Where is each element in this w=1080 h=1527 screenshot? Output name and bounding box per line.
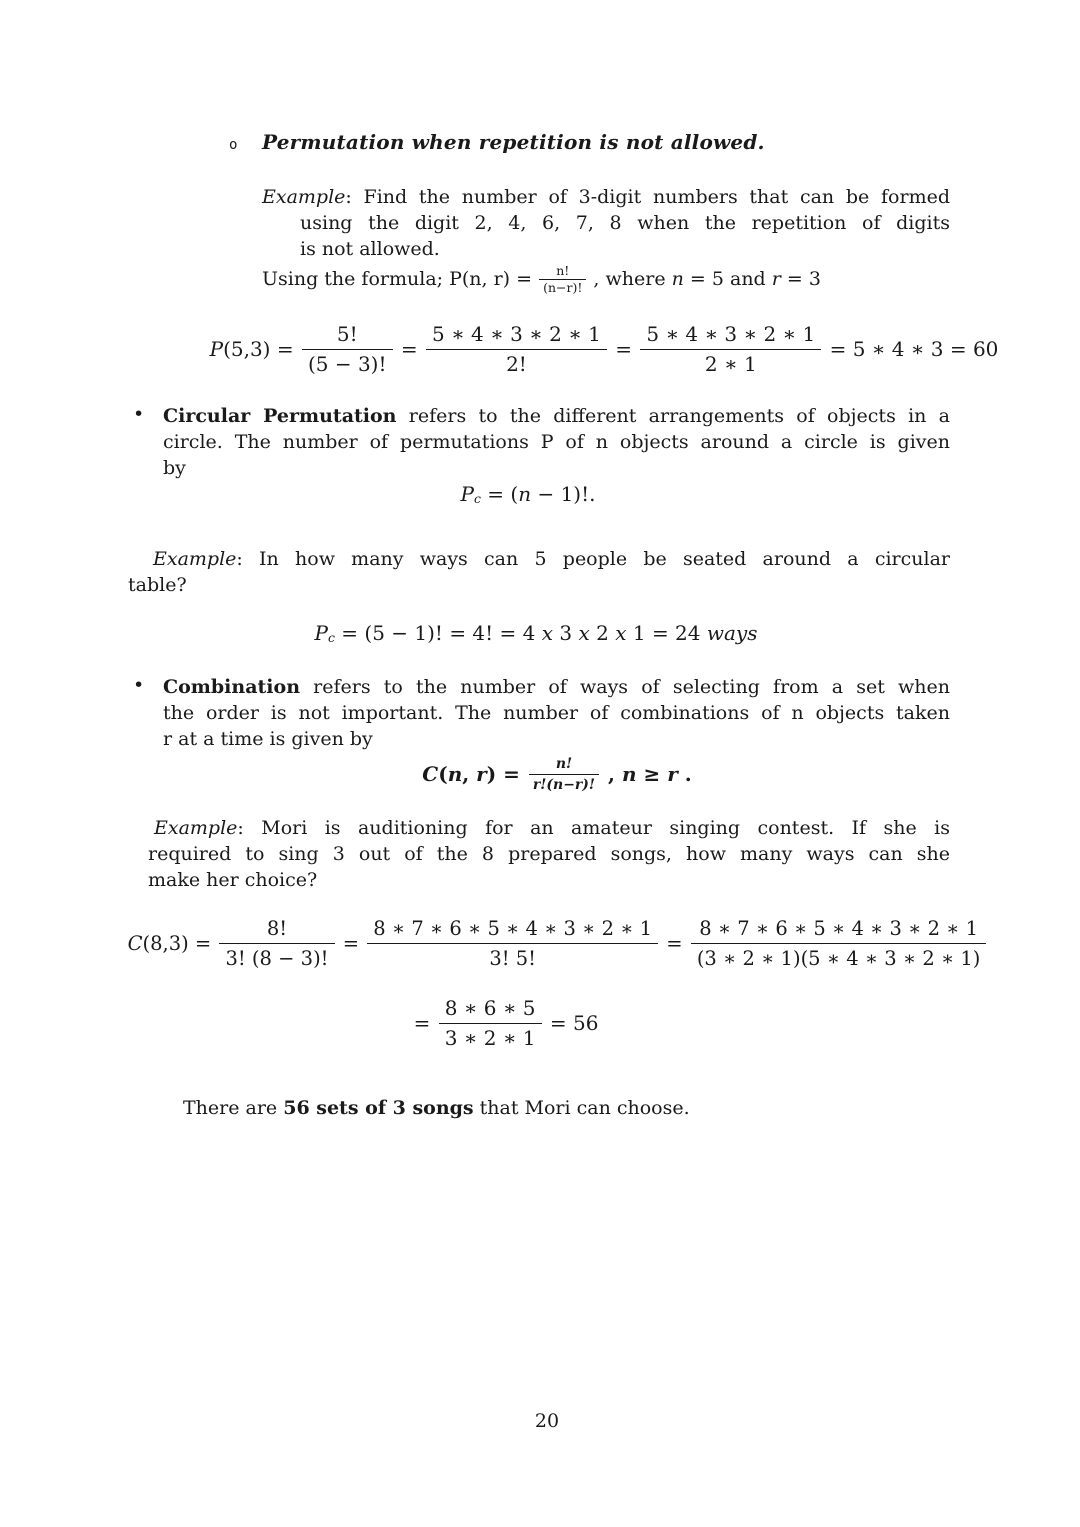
- text-run: x: [578, 621, 590, 645]
- text-run: There are: [183, 1097, 284, 1119]
- text-run: n: [447, 762, 463, 786]
- text-run: ≥: [636, 762, 668, 786]
- text-run: : Mori is auditioning for an amateur singing contest. If she is: [237, 817, 950, 839]
- text-run: = (5 − 1)! = 4! = 4: [334, 621, 542, 645]
- fraction: [691, 917, 987, 970]
- example1-paragraph: [262, 184, 950, 262]
- fraction-denominator: (5 − 3)!: [302, 349, 393, 376]
- text-run: − 1)!.: [531, 482, 596, 506]
- paragraph-line: [148, 815, 950, 841]
- text-run: C: [422, 762, 439, 786]
- fraction: [367, 917, 658, 970]
- text-run: Using the formula; P(n, r) =: [262, 268, 539, 290]
- fraction-numerator: 5!: [336, 321, 358, 346]
- text-run: = 3: [780, 268, 821, 290]
- text-run: (5,3) =: [223, 337, 300, 361]
- text-run: Example: [154, 817, 238, 839]
- fraction-denominator: (3 ∗ 2 ∗ 1)(5 ∗ 4 ∗ 3 ∗ 2 ∗ 1): [691, 943, 987, 970]
- page-number: 20: [534, 1410, 560, 1432]
- text-run: r: [667, 762, 678, 786]
- text-run: : Find the number of 3-digit numbers that can be formed: [345, 186, 950, 208]
- text-run: Example: [153, 548, 237, 570]
- text-run: 1 = 24: [626, 621, 707, 645]
- section-heading: Permutation when repetition is not allowed.: [262, 130, 765, 154]
- text-run: r at a time is given by: [163, 728, 373, 750]
- paragraph-line: [148, 841, 950, 867]
- paragraph-line: [163, 403, 950, 429]
- text-run: = 56: [543, 1011, 599, 1035]
- paragraph-line: [262, 184, 950, 210]
- text-run: : In how many ways can 5 people be seated around a circular: [236, 548, 950, 570]
- equation-c83-continued: [0, 994, 1012, 1052]
- text-run: .: [677, 762, 692, 786]
- conclusion-line: [183, 1097, 690, 1119]
- text-run: n: [671, 268, 684, 290]
- fraction-numerator: 8 ∗ 7 ∗ 6 ∗ 5 ∗ 4 ∗ 3 ∗ 2 ∗ 1: [373, 916, 653, 940]
- fraction-numerator: 5 ∗ 4 ∗ 3 ∗ 2 ∗ 1: [646, 321, 816, 346]
- text-run: Example: [262, 186, 346, 208]
- text-run: =: [394, 337, 425, 361]
- text-run: refers to the number of ways of selecting from a set when: [300, 676, 950, 698]
- text-run: using the digit 2, 4, 6, 7, 8 when the repetition of digits: [300, 212, 950, 234]
- text-run: C: [127, 931, 143, 955]
- text-run: table?: [128, 574, 187, 596]
- example3-paragraph: [148, 815, 950, 893]
- sub-bullet-circle-marker: o: [229, 137, 238, 153]
- text-run: P: [460, 482, 474, 506]
- text-run: is not allowed.: [300, 238, 440, 260]
- text-run: circle. The number of permutations P of n objects around a circle is given: [163, 431, 950, 453]
- equation-c83: [36, 910, 1080, 976]
- text-run: ,: [601, 762, 622, 786]
- fraction-denominator: 2 ∗ 1: [640, 349, 821, 376]
- example2-paragraph: [128, 546, 950, 598]
- text-run: =: [608, 337, 639, 361]
- text-run: required to sing 3 out of the 8 prepared songs, how many ways can she: [148, 843, 950, 865]
- text-run: n: [621, 762, 637, 786]
- fraction: [539, 264, 586, 295]
- text-run: x: [615, 621, 627, 645]
- equation-pc-definition: [0, 479, 1056, 509]
- text-run: P: [314, 621, 328, 645]
- text-run: =: [413, 1011, 437, 1035]
- paragraph-line: [128, 572, 950, 598]
- paragraph-line: [300, 210, 950, 236]
- fraction-denominator: 3! 5!: [367, 943, 658, 970]
- fraction-denominator: (n−r)!: [539, 279, 586, 295]
- text-run: x: [541, 621, 554, 645]
- equation-pc-solution: [0, 618, 1072, 648]
- fraction-denominator: 3! (8 − 3)!: [219, 943, 334, 970]
- fraction: [640, 323, 821, 376]
- paragraph-line: [148, 867, 950, 893]
- text-run: make her choice?: [148, 869, 318, 891]
- text-run: ) =: [486, 762, 527, 786]
- fraction: [439, 997, 542, 1050]
- text-run: refers to the different arrangements of objects in a: [396, 405, 951, 427]
- text-run: =: [660, 931, 689, 955]
- text-run: n: [518, 482, 532, 506]
- permutation-formula-line: [262, 254, 821, 304]
- fraction-numerator: n!: [556, 262, 570, 278]
- text-run: c: [327, 629, 335, 645]
- text-run: r: [476, 762, 487, 786]
- text-run: 56 sets of 3 songs: [283, 1097, 474, 1119]
- fraction-denominator: r!(n−r)!: [529, 774, 599, 793]
- text-run: P: [209, 337, 224, 361]
- text-run: (: [438, 762, 448, 786]
- equation-cnr-definition: [34, 748, 1080, 800]
- paragraph-line: [128, 546, 950, 572]
- text-run: Circular Permutation: [163, 405, 397, 427]
- circular-permutation-paragraph: [163, 403, 950, 481]
- paragraph-line: [163, 455, 950, 481]
- text-run: c: [473, 490, 481, 506]
- bullet-dot-icon: •: [133, 674, 145, 696]
- fraction-numerator: n!: [555, 755, 573, 772]
- text-run: (8,3) =: [142, 931, 218, 955]
- fraction-denominator: 3 ∗ 2 ∗ 1: [439, 1023, 542, 1050]
- paragraph-line: [163, 674, 950, 700]
- combination-paragraph: [163, 674, 950, 752]
- text-run: the order is not important. The number of combinations of n objects taken: [163, 702, 950, 724]
- text-run: r: [771, 268, 781, 290]
- fraction-numerator: 8 ∗ 6 ∗ 5: [444, 995, 536, 1020]
- text-run: 3: [553, 621, 579, 645]
- fraction: [529, 756, 599, 793]
- text-run: =: [336, 931, 366, 955]
- text-run: 2: [589, 621, 616, 645]
- equation-p53: [128, 320, 1080, 378]
- fraction: [219, 917, 334, 970]
- text-run: = 5 ∗ 4 ∗ 3 = 60: [823, 337, 999, 361]
- fraction: [302, 323, 393, 376]
- fraction-numerator: 8 ∗ 7 ∗ 6 ∗ 5 ∗ 4 ∗ 3 ∗ 2 ∗ 1: [699, 916, 979, 940]
- paragraph-line: [163, 700, 950, 726]
- text-run: ways: [706, 621, 758, 645]
- text-run: , where: [587, 268, 672, 290]
- text-run: = (: [480, 482, 519, 506]
- fraction-denominator: 2!: [426, 349, 607, 376]
- fraction-numerator: 8!: [266, 916, 288, 940]
- text-run: = 5 and: [683, 268, 772, 290]
- text-run: ,: [462, 762, 477, 786]
- bullet-dot-icon: •: [133, 403, 145, 425]
- text-run: by: [163, 457, 186, 479]
- text-run: Combination: [163, 676, 301, 698]
- fraction: [426, 323, 607, 376]
- paragraph-line: [163, 429, 950, 455]
- fraction-numerator: 5 ∗ 4 ∗ 3 ∗ 2 ∗ 1: [432, 321, 601, 346]
- text-run: that Mori can choose.: [473, 1097, 690, 1119]
